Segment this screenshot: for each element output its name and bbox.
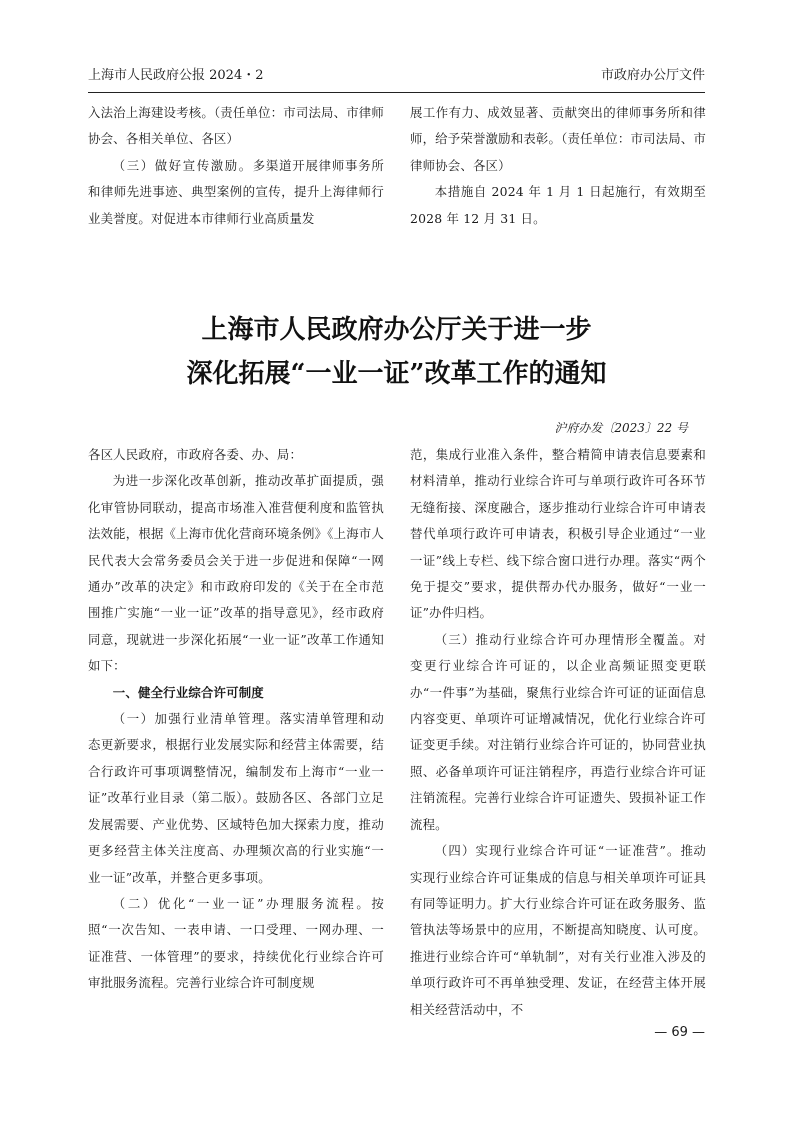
item-label: （三）推动行业综合许可办理情形全覆盖。 [434, 631, 694, 647]
paragraph [88, 706, 384, 891]
document-title [88, 308, 705, 396]
body-right-column [410, 442, 706, 1023]
item-label: （三）做好宣传激励。 [112, 157, 253, 173]
salutation: 各区人民政府，市政府各委、办、局： [88, 447, 303, 462]
paragraph [410, 627, 706, 838]
item-text: 按照“一次告知、一表申请、一口受理、一网办理、一证准营、一体管理”的要求，持续优化行业综合许可审批服务流程。完善行业综合许可制度规 [88, 895, 384, 991]
header-publication: 上海市人民政府公报 2024・2 [88, 68, 264, 83]
paragraph: 范，集成行业准入条件，整合精简申请表信息要素和材料清单，推动行业综合许可与单项行政许可各环节无缝衔接、深度融合，逐步推动行业综合许可申请表替代单项行政许可申请表，积极引导企业通过“一业一证”线上专栏、线下综合窗口进行办理。落实“两个免于提交”要求，提供帮办代办服务，做好“一业一证”办件归档。 [410, 447, 706, 621]
item-text: 落实清单管理和动态更新要求，根据行业发展实际和经营主体需要，结合行政许可事项调整情况，编制发布上海市“一业一证”改革行业目录（第二版）。鼓励各区、各部门立足发展需要、产业优势、区域特色加大探索力度，推动更多经营主体关注度高、办理频次高的行业实施“一业一证”改革，并整合更多事项。 [88, 711, 385, 885]
section-heading: 一、健全行业综合许可制度 [112, 684, 264, 700]
item-label: （二）优化“一业一证”办理服务流程。 [112, 895, 372, 911]
paragraph: 展工作有力、成效显著、贡献突出的律师事务所和律师，给予荣誉激励和表彰。（责任单位：市司法局、市律师协会、各区） [410, 105, 706, 173]
title-line-1: 上海市人民政府办公厅关于进一步 [201, 315, 592, 345]
paragraph [88, 153, 384, 232]
item-text: 推动实现行业综合许可证集成的信息与相关单项许可证具有同等证明力。扩大行业综合许可证在政务服务、监管执法等场景中的应用，不断提高知晓度、认可度。推进行业综合许可“单轨制”，对有关行业准入涉及的单项行政许可不再单独受理、发证，在经营主体开展相关经营活动中，不 [410, 843, 706, 1017]
top-left-column [88, 100, 384, 232]
header-section: 市政府办公厅文件 [600, 68, 705, 83]
intro-paragraph: 为进一步深化改革创新，推动改革扩面提质，强化审管协同联动，提高市场准入准营便利度和监管执法效能，根据《上海市优化营商环境条例》《上海市人民代表大会常务委员会关于进一步促进和保障“一网通办”改革的决定》和市政府印发的《关于在全市范围推广实施“一业一证”改革的指导意见》，经市政府同意，现就进一步深化拓展“一业一证”改革工作通知如下： [88, 473, 384, 674]
item-text: 对变更行业综合许可证的，以企业高频证照变更联办“一件事”为基础，聚焦行业综合许可证的证面信息内容变更、单项许可证增减情况，优化行业综合许可证变更手续。对注销行业综合许可证的，协同营业执照、必备单项许可证注销程序，再造行业综合许可证注销流程。完善行业综合许可证遗失、毁损补证工作流程。 [410, 631, 706, 832]
page-header [88, 66, 705, 88]
paragraph [410, 838, 706, 1023]
item-label: （一）加强行业清单管理。 [112, 711, 280, 727]
document-number: 沪府办发〔2023〕22 号 [554, 421, 688, 435]
paragraph: 入法治上海建设考核。（责任单位：市司法局、市律师协会、各相关单位、各区） [88, 105, 384, 147]
body-left-column [88, 442, 384, 997]
header-divider [88, 92, 705, 93]
paragraph: 本措施自 2024 年 1 月 1 日起施行，有效期至 2028 年 12 月 31 日。 [410, 184, 706, 226]
top-right-column [410, 100, 706, 232]
paragraph [88, 891, 384, 997]
item-text: 多渠道开展律师事务所和律师先进事迹、典型案例的宣传，提升上海律师行业美誉度。对促进本市律师行业高质量发 [88, 157, 385, 226]
item-label: （四）实现行业综合许可证“一证准营”。 [434, 843, 681, 859]
title-line-2: 深化拓展“一业一证”改革工作的通知 [186, 359, 607, 389]
page-number: — 69 — [654, 1025, 705, 1040]
